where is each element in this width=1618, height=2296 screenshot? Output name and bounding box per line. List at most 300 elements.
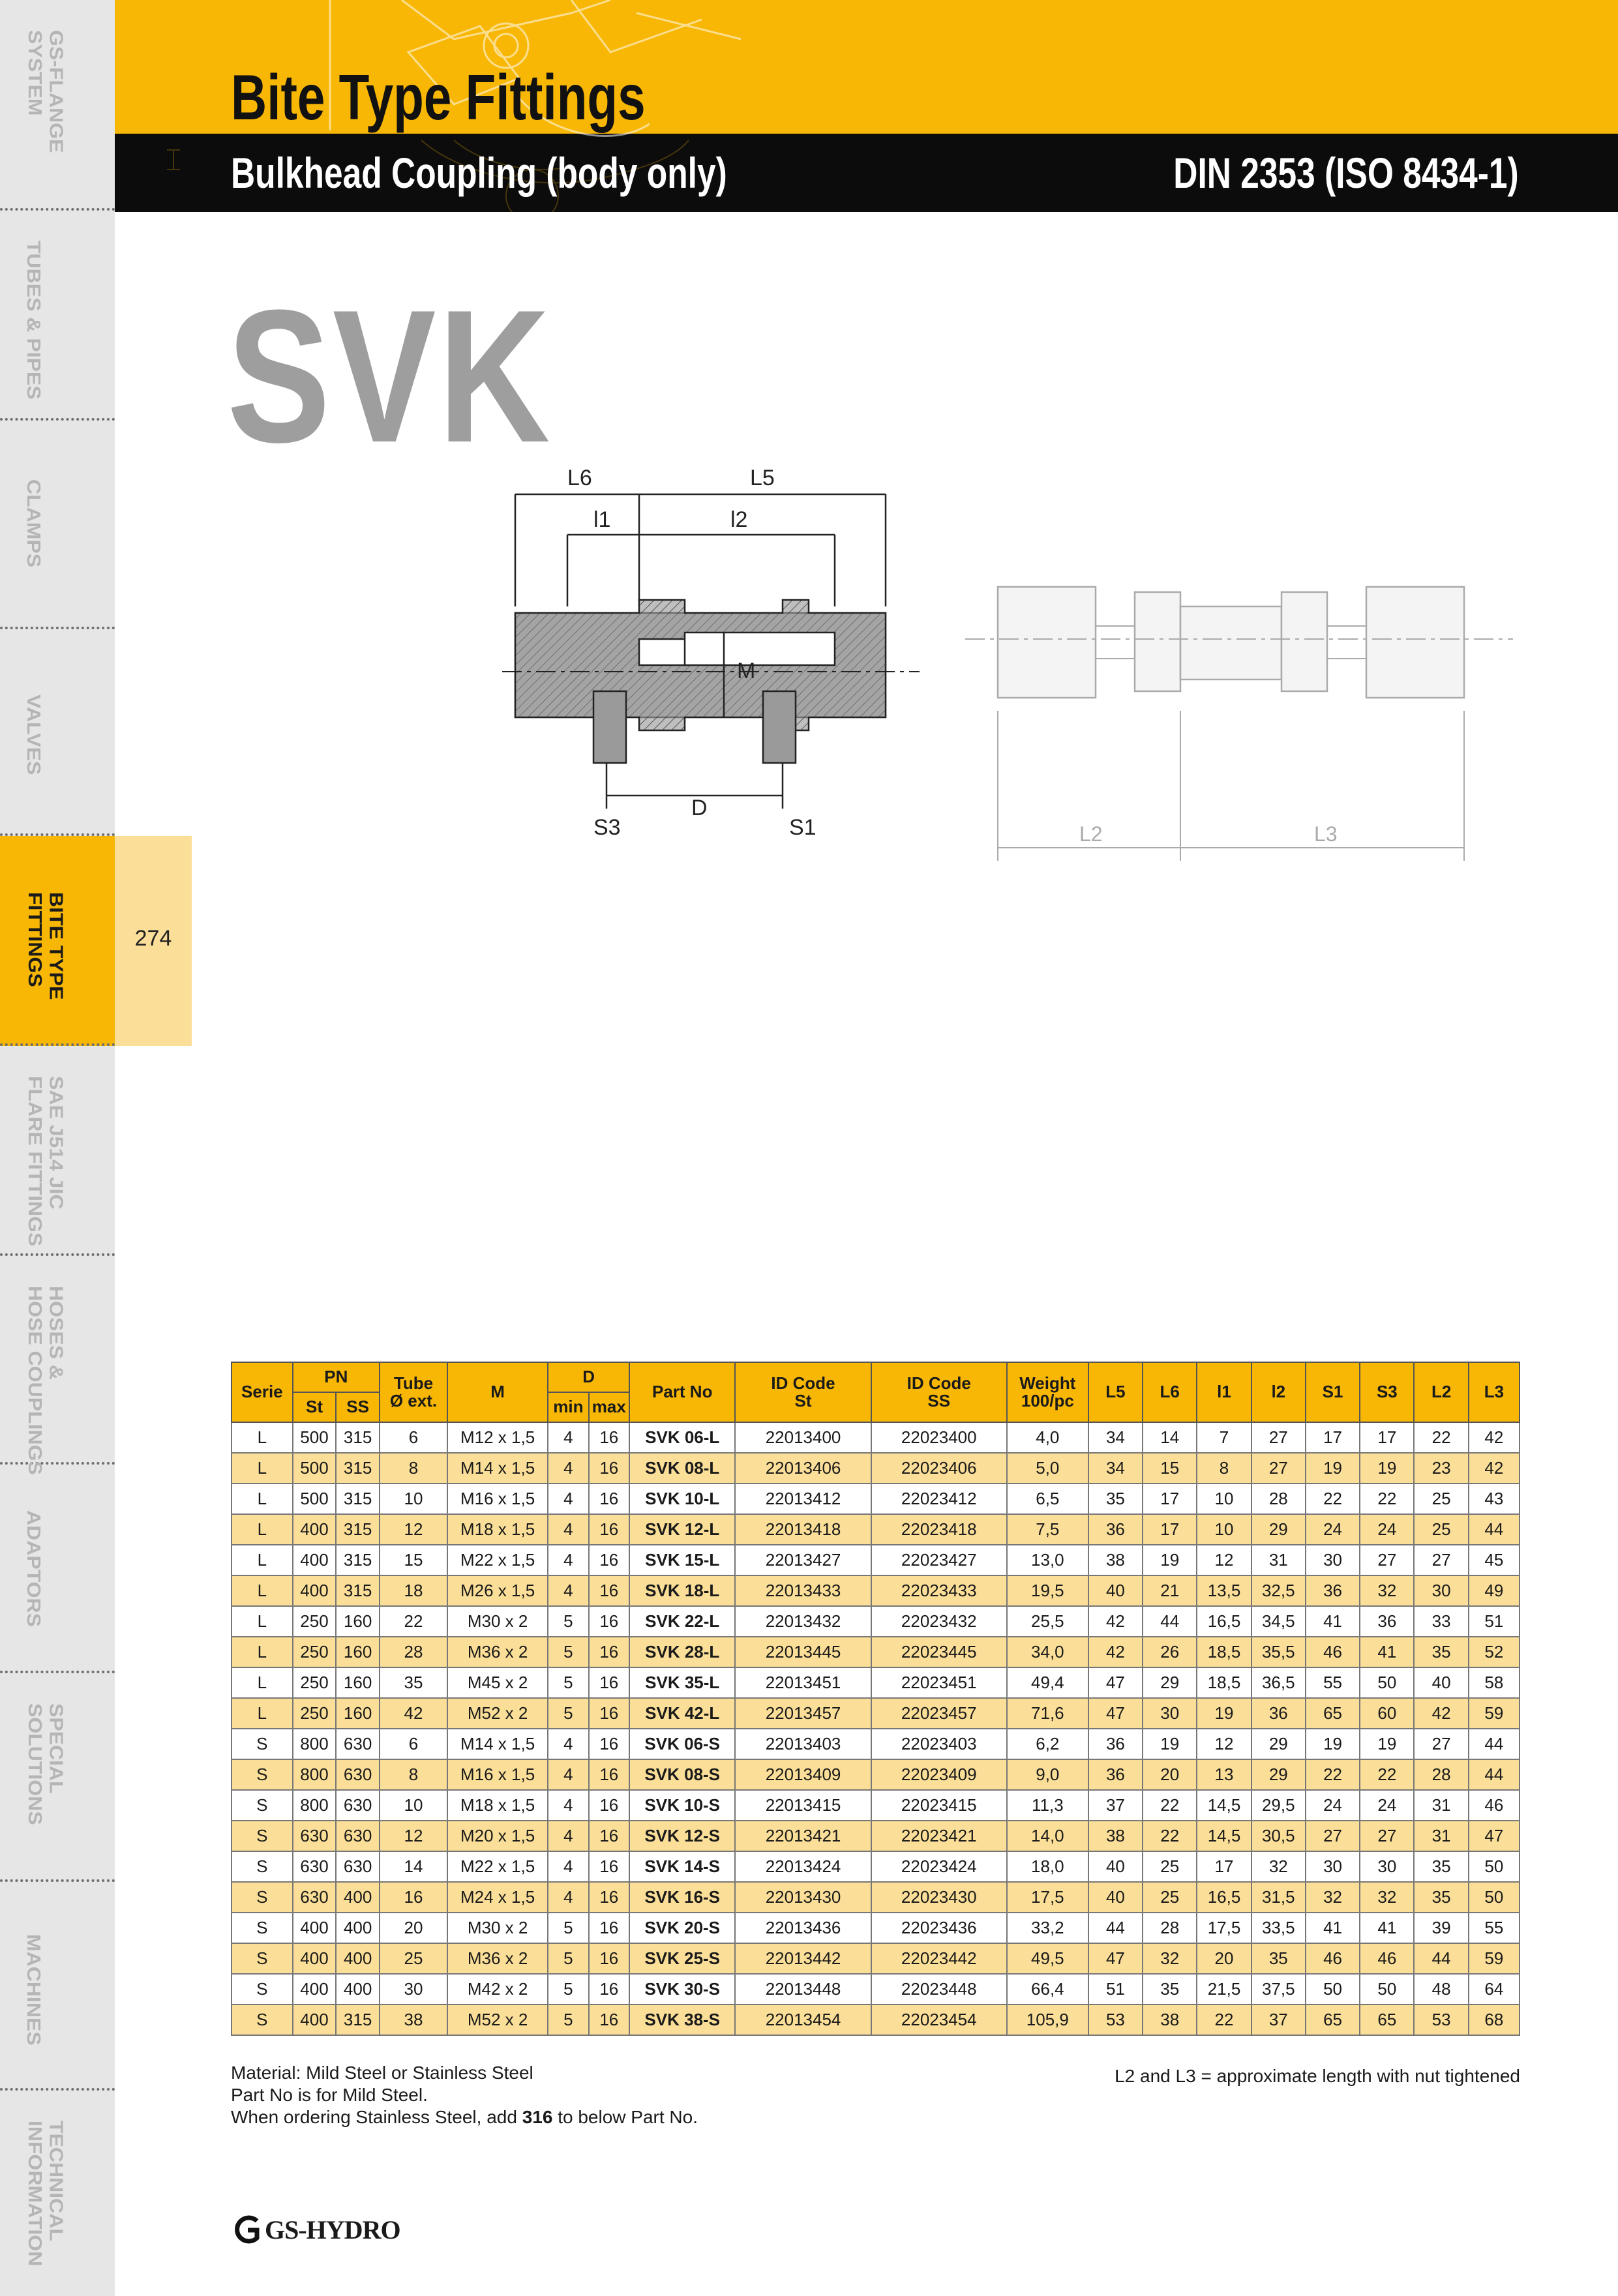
table-cell: M18 x 1,5 xyxy=(447,1790,548,1821)
table-cell: 8 xyxy=(380,1759,447,1790)
table-cell: 4 xyxy=(548,1545,588,1575)
table-cell: 500 xyxy=(293,1483,337,1514)
table-cell: 27 xyxy=(1360,1821,1414,1851)
table-cell: 42 xyxy=(1469,1453,1520,1483)
sidebar-tab-gs-flange[interactable] xyxy=(0,0,115,211)
table-cell: 32 xyxy=(1360,1882,1414,1913)
table-cell: 38 xyxy=(1088,1545,1143,1575)
notes xyxy=(231,2062,698,2128)
table-cell: 20 xyxy=(1143,1759,1197,1790)
table-cell: 36 xyxy=(1251,1698,1306,1729)
table-cell: 19,5 xyxy=(1007,1575,1088,1606)
sidebar-tab-clamps[interactable] xyxy=(0,421,115,629)
table-cell: 630 xyxy=(293,1821,337,1851)
sidebar-tab-hoses[interactable] xyxy=(0,1256,115,1475)
table-cell: 6 xyxy=(380,1422,447,1453)
table-cell: L xyxy=(232,1667,293,1698)
table-cell: 33,2 xyxy=(1007,1913,1088,1943)
table-cell: 49,5 xyxy=(1007,1943,1088,1974)
table-cell: 29 xyxy=(1251,1759,1306,1790)
part-number-cell: SVK 10-L xyxy=(629,1483,735,1514)
sidebar-tab-label: CLAMPS xyxy=(23,479,45,568)
gs-hydro-logo xyxy=(231,2213,400,2246)
table-cell: 20 xyxy=(1197,1943,1251,1974)
table-cell: 630 xyxy=(336,1851,380,1882)
table-cell: M30 x 2 xyxy=(447,1913,548,1943)
table-cell: 27 xyxy=(1414,1729,1468,1759)
col-header-l3: L3 xyxy=(1469,1362,1520,1422)
col-header-s3: S3 xyxy=(1360,1362,1414,1422)
table-cell: 13,5 xyxy=(1197,1575,1251,1606)
part-number-cell: SVK 20-S xyxy=(629,1913,735,1943)
sidebar-tab-machines[interactable] xyxy=(0,1882,115,2091)
table-cell: 19 xyxy=(1197,1698,1251,1729)
table-cell: L xyxy=(232,1514,293,1545)
table-cell: 16 xyxy=(589,1698,629,1729)
table-cell: 51 xyxy=(1088,1974,1143,2005)
table-cell: 315 xyxy=(336,1545,380,1575)
table-cell: 22023457 xyxy=(871,1698,1007,1729)
table-cell: 315 xyxy=(336,1514,380,1545)
table-cell: 26 xyxy=(1143,1637,1197,1667)
sidebar-tab-label: MACHINES xyxy=(23,1934,45,2046)
table-cell: 17,5 xyxy=(1197,1913,1251,1943)
part-number-cell: SVK 18-L xyxy=(629,1575,735,1606)
part-number-cell: SVK 35-L xyxy=(629,1667,735,1698)
table-cell: 630 xyxy=(336,1790,380,1821)
table-row xyxy=(232,1943,1520,1974)
table-cell: 46 xyxy=(1306,1943,1360,1974)
table-cell: 6 xyxy=(380,1729,447,1759)
col-header-part-no: Part No xyxy=(629,1362,735,1422)
dim-label-l1: l1 xyxy=(593,507,611,532)
col-header-tube-line1: Tube xyxy=(393,1373,434,1393)
table-cell: 33 xyxy=(1414,1606,1468,1637)
sidebar-tab-bite-type-fittings[interactable] xyxy=(0,836,115,1046)
table-cell: M30 x 2 xyxy=(447,1606,548,1637)
table-cell: 37,5 xyxy=(1251,1974,1306,2005)
table-cell: 4 xyxy=(548,1759,588,1790)
table-cell: 59 xyxy=(1469,1698,1520,1729)
note-part-no: Part No is for Mild Steel. xyxy=(231,2085,428,2105)
sidebar-tab-label: VALVES xyxy=(23,694,45,775)
table-cell: 8 xyxy=(380,1453,447,1483)
table-cell: L xyxy=(232,1545,293,1575)
table-cell: 41 xyxy=(1360,1637,1414,1667)
table-cell: 17 xyxy=(1360,1422,1414,1453)
table-cell: 13,0 xyxy=(1007,1545,1088,1575)
table-cell: 400 xyxy=(293,1575,337,1606)
table-cell: 160 xyxy=(336,1637,380,1667)
table-cell: 27 xyxy=(1414,1545,1468,1575)
col-header-m: M xyxy=(447,1362,548,1422)
table-cell: 22013412 xyxy=(735,1483,871,1514)
table-cell: 36 xyxy=(1088,1729,1143,1759)
table-cell: 18,5 xyxy=(1197,1637,1251,1667)
table-cell: 8 xyxy=(1197,1453,1251,1483)
table-cell: 22 xyxy=(1360,1483,1414,1514)
table-cell: 315 xyxy=(336,1453,380,1483)
table-cell: 315 xyxy=(336,2005,380,2035)
table-cell: 52 xyxy=(1469,1637,1520,1667)
table-cell: 44 xyxy=(1143,1606,1197,1637)
table-cell: 30 xyxy=(1306,1545,1360,1575)
table-cell: 50 xyxy=(1469,1851,1520,1882)
note-ordering-suffix: to below Part No. xyxy=(552,2107,698,2127)
dim-label-d: D xyxy=(691,796,708,820)
table-cell: S xyxy=(232,1943,293,1974)
table-cell: M14 x 1,5 xyxy=(447,1453,548,1483)
table-cell: 22 xyxy=(1306,1483,1360,1514)
table-cell: 44 xyxy=(1469,1759,1520,1790)
table-cell: 68 xyxy=(1469,2005,1520,2035)
table-row xyxy=(232,1514,1520,1545)
table-cell: 43 xyxy=(1469,1483,1520,1514)
table-cell: 17 xyxy=(1197,1851,1251,1882)
sidebar-tab-valves[interactable] xyxy=(0,629,115,836)
table-cell: L xyxy=(232,1698,293,1729)
table-cell: S xyxy=(232,1913,293,1943)
table-cell: 55 xyxy=(1469,1913,1520,1943)
table-row xyxy=(232,1575,1520,1606)
product-code: SVK xyxy=(227,271,552,482)
table-cell: M36 x 2 xyxy=(447,1637,548,1667)
table-cell: 22013457 xyxy=(735,1698,871,1729)
table-cell: 22 xyxy=(1306,1759,1360,1790)
part-number-cell: SVK 12-S xyxy=(629,1821,735,1851)
table-cell: 4 xyxy=(548,1514,588,1545)
table-cell: 22013454 xyxy=(735,2005,871,2035)
page-title: Bite Type Fittings xyxy=(231,61,646,133)
table-cell: 19 xyxy=(1143,1729,1197,1759)
part-number-cell: SVK 16-S xyxy=(629,1882,735,1913)
table-cell: 10 xyxy=(1197,1514,1251,1545)
col-header-weight-line2: 100/pc xyxy=(1021,1391,1074,1410)
table-cell: 11,3 xyxy=(1007,1790,1088,1821)
sidebar-nav xyxy=(0,0,115,2296)
table-cell: 31 xyxy=(1414,1790,1468,1821)
table-cell: 42 xyxy=(380,1698,447,1729)
table-row xyxy=(232,1453,1520,1483)
col-header-tube xyxy=(380,1362,447,1422)
table-cell: 400 xyxy=(293,1913,337,1943)
table-cell: 22013448 xyxy=(735,1974,871,2005)
table-cell: 14 xyxy=(380,1851,447,1882)
table-cell: 24 xyxy=(1360,1790,1414,1821)
sidebar-tab-tubes-pipes[interactable] xyxy=(0,211,115,421)
table-cell: 39 xyxy=(1414,1913,1468,1943)
table-cell: 18,0 xyxy=(1007,1851,1088,1882)
table-cell: 30 xyxy=(380,1974,447,2005)
col-header-l2: L2 xyxy=(1414,1362,1468,1422)
table-cell: M16 x 1,5 xyxy=(447,1759,548,1790)
col-header-weight-line1: Weight xyxy=(1019,1373,1076,1393)
table-cell: M12 x 1,5 xyxy=(447,1422,548,1453)
table-cell: 51 xyxy=(1469,1606,1520,1637)
table-cell: 19 xyxy=(1306,1453,1360,1483)
table-cell: 22023433 xyxy=(871,1575,1007,1606)
sidebar-tab-label: GS-FLANGE SYSTEM xyxy=(24,30,67,153)
table-cell: 35 xyxy=(1414,1637,1468,1667)
sidebar-tab-label: ADAPTORS xyxy=(23,1510,45,1627)
table-cell: 55 xyxy=(1306,1667,1360,1698)
table-cell: S xyxy=(232,1790,293,1821)
table-cell: 71,6 xyxy=(1007,1698,1088,1729)
part-number-cell: SVK 22-L xyxy=(629,1606,735,1637)
dim-label-l6: L6 xyxy=(567,466,592,490)
table-cell: 22 xyxy=(1143,1790,1197,1821)
table-cell: 12 xyxy=(1197,1729,1251,1759)
logo-text: GS-HYDRO xyxy=(265,2214,400,2244)
table-cell: 21,5 xyxy=(1197,1974,1251,2005)
table-cell: 60 xyxy=(1360,1698,1414,1729)
table-cell: 29 xyxy=(1143,1667,1197,1698)
note-ordering xyxy=(231,2106,698,2128)
table-cell: 30 xyxy=(1414,1575,1468,1606)
table-cell: 33,5 xyxy=(1251,1913,1306,1943)
table-cell: 24 xyxy=(1306,1514,1360,1545)
table-row xyxy=(232,1545,1520,1575)
table-cell: 5,0 xyxy=(1007,1453,1088,1483)
table-cell: 50 xyxy=(1360,1667,1414,1698)
table-cell: 22023400 xyxy=(871,1422,1007,1453)
table-cell: 20 xyxy=(380,1913,447,1943)
table-cell: 14,5 xyxy=(1197,1821,1251,1851)
table-cell: M52 x 2 xyxy=(447,2005,548,2035)
table-cell: 32 xyxy=(1360,1575,1414,1606)
table-cell: 400 xyxy=(293,1545,337,1575)
table-cell: 315 xyxy=(336,1575,380,1606)
table-cell: 28 xyxy=(1251,1483,1306,1514)
table-cell: 59 xyxy=(1469,1943,1520,1974)
table-cell: 160 xyxy=(336,1698,380,1729)
table-cell: 16 xyxy=(589,1637,629,1667)
table-cell: 16 xyxy=(589,1851,629,1882)
dim-label-s3: S3 xyxy=(593,815,621,840)
table-cell: 22013451 xyxy=(735,1667,871,1698)
table-cell: 630 xyxy=(336,1759,380,1790)
table-cell: 22023406 xyxy=(871,1453,1007,1483)
table-cell: 16 xyxy=(589,1606,629,1637)
table-cell: 46 xyxy=(1306,1637,1360,1667)
table-cell: 40 xyxy=(1088,1851,1143,1882)
col-header-l2-small: l2 xyxy=(1251,1362,1306,1422)
side-view-drawing xyxy=(939,561,1552,867)
specification-table xyxy=(231,1362,1520,2036)
table-cell: 22013445 xyxy=(735,1637,871,1667)
col-header-id-ss-line2: SS xyxy=(927,1391,951,1410)
table-cell: S xyxy=(232,1882,293,1913)
table-row xyxy=(232,1851,1520,1882)
part-number-cell: SVK 08-S xyxy=(629,1759,735,1790)
sidebar-tab-sae-j514-jic[interactable] xyxy=(0,1046,115,1256)
col-header-d: D xyxy=(548,1362,629,1392)
table-cell: 22023448 xyxy=(871,1974,1007,2005)
table-cell: 46 xyxy=(1469,1790,1520,1821)
table-cell: M36 x 2 xyxy=(447,1943,548,1974)
table-cell: 32 xyxy=(1306,1882,1360,1913)
table-cell: 16 xyxy=(380,1882,447,1913)
table-cell: 22013432 xyxy=(735,1606,871,1637)
dim-label-s1: S1 xyxy=(789,815,816,840)
table-cell: 250 xyxy=(293,1667,337,1698)
table-cell: 16 xyxy=(589,1575,629,1606)
table-cell: 19 xyxy=(1360,1453,1414,1483)
table-cell: 16 xyxy=(589,1913,629,1943)
table-cell: 65 xyxy=(1360,2005,1414,2035)
table-cell: 27 xyxy=(1251,1453,1306,1483)
table-cell: 22023421 xyxy=(871,1821,1007,1851)
table-cell: 16 xyxy=(589,1759,629,1790)
table-cell: 40 xyxy=(1414,1667,1468,1698)
table-cell: 22023436 xyxy=(871,1913,1007,1943)
table-cell: 25 xyxy=(1414,1483,1468,1514)
sidebar-tab-label: TECHNICAL INFORMATION xyxy=(24,2121,67,2267)
dim-label-m: M xyxy=(737,659,756,683)
table-cell: M22 x 1,5 xyxy=(447,1545,548,1575)
table-cell: 47 xyxy=(1088,1943,1143,1974)
table-cell: 22023454 xyxy=(871,2005,1007,2035)
sidebar-tab-special-solutions[interactable] xyxy=(0,1673,115,1882)
part-number-cell: SVK 30-S xyxy=(629,1974,735,2005)
part-number-cell: SVK 25-S xyxy=(629,1943,735,1974)
col-header-s1: S1 xyxy=(1306,1362,1360,1422)
table-cell: 44 xyxy=(1469,1729,1520,1759)
table-cell: 66,4 xyxy=(1007,1974,1088,2005)
table-cell: 16 xyxy=(589,2005,629,2035)
part-number-cell: SVK 12-L xyxy=(629,1514,735,1545)
table-cell: 4 xyxy=(548,1790,588,1821)
table-cell: 32 xyxy=(1251,1851,1306,1882)
table-cell: 400 xyxy=(293,2005,337,2035)
table-cell: 31,5 xyxy=(1251,1882,1306,1913)
table-cell: S xyxy=(232,1974,293,2005)
table-cell: S xyxy=(232,2005,293,2035)
table-cell: 250 xyxy=(293,1606,337,1637)
table-cell: 25 xyxy=(1414,1514,1468,1545)
table-cell: 7,5 xyxy=(1007,1514,1088,1545)
table-cell: 630 xyxy=(293,1882,337,1913)
table-cell: 16 xyxy=(589,1667,629,1698)
table-cell: 34,5 xyxy=(1251,1606,1306,1637)
table-cell: M42 x 2 xyxy=(447,1974,548,2005)
table-cell: 4 xyxy=(548,1453,588,1483)
table-cell: 400 xyxy=(336,1974,380,2005)
table-cell: 35 xyxy=(1414,1851,1468,1882)
part-number-cell: SVK 15-L xyxy=(629,1545,735,1575)
table-cell: 5 xyxy=(548,1698,588,1729)
section-drawing xyxy=(502,456,946,861)
table-cell: 18 xyxy=(380,1575,447,1606)
col-header-id-code-ss xyxy=(871,1362,1007,1422)
table-cell: 37 xyxy=(1088,1790,1143,1821)
table-cell: 22 xyxy=(1414,1422,1468,1453)
table-cell: 65 xyxy=(1306,2005,1360,2035)
table-cell: 4 xyxy=(548,1575,588,1606)
table-cell: M24 x 1,5 xyxy=(447,1882,548,1913)
note-material: Material: Mild Steel or Stainless Steel xyxy=(231,2063,533,2083)
sidebar-tab-adaptors[interactable] xyxy=(0,1465,115,1673)
table-cell: 38 xyxy=(1088,1821,1143,1851)
table-cell: 16 xyxy=(589,1790,629,1821)
table-cell: 6,2 xyxy=(1007,1729,1088,1759)
table-cell: S xyxy=(232,1729,293,1759)
sidebar-tab-label: HOSES & HOSE COUPLINGS xyxy=(24,1286,67,1475)
table-cell: 4,0 xyxy=(1007,1422,1088,1453)
table-cell: 17 xyxy=(1306,1422,1360,1453)
table-cell: M20 x 1,5 xyxy=(447,1821,548,1851)
table-cell: 41 xyxy=(1360,1913,1414,1943)
table-cell: 42 xyxy=(1469,1422,1520,1453)
table-cell: 47 xyxy=(1088,1667,1143,1698)
table-cell: 630 xyxy=(336,1821,380,1851)
table-cell: 22023424 xyxy=(871,1851,1007,1882)
table-cell: 105,9 xyxy=(1007,2005,1088,2035)
table-cell: 24 xyxy=(1306,1790,1360,1821)
table-cell: 16 xyxy=(589,1821,629,1851)
table-row xyxy=(232,1422,1520,1453)
table-cell: 23 xyxy=(1414,1453,1468,1483)
table-cell: 16 xyxy=(589,1514,629,1545)
table-cell: 800 xyxy=(293,1729,337,1759)
table-cell: 400 xyxy=(336,1882,380,1913)
table-cell: 16 xyxy=(589,1545,629,1575)
dim-label-l5: L5 xyxy=(750,466,775,490)
table-cell: 36,5 xyxy=(1251,1667,1306,1698)
table-cell: 16 xyxy=(589,1453,629,1483)
col-header-tube-line2: Ø ext. xyxy=(389,1391,438,1410)
table-cell: 19 xyxy=(1360,1729,1414,1759)
table-cell: L xyxy=(232,1422,293,1453)
table-cell: L xyxy=(232,1606,293,1637)
table-cell: 49,4 xyxy=(1007,1667,1088,1698)
col-header-id-st-line1: ID Code xyxy=(771,1373,835,1393)
part-number-cell: SVK 06-S xyxy=(629,1729,735,1759)
table-cell: 22 xyxy=(380,1606,447,1637)
table-cell: 36 xyxy=(1088,1759,1143,1790)
col-header-pn-ss: SS xyxy=(336,1392,380,1422)
table-cell: 12 xyxy=(380,1514,447,1545)
table-cell: 28 xyxy=(380,1637,447,1667)
table-cell: 41 xyxy=(1306,1606,1360,1637)
table-cell: L xyxy=(232,1453,293,1483)
table-cell: 34 xyxy=(1088,1453,1143,1483)
table-cell: 5 xyxy=(548,1637,588,1667)
table-cell: 22013403 xyxy=(735,1729,871,1759)
sidebar-tab-technical-information[interactable] xyxy=(0,2091,115,2296)
col-header-d-max: max xyxy=(589,1392,629,1422)
table-cell: 27 xyxy=(1360,1545,1414,1575)
table-cell: 40 xyxy=(1088,1882,1143,1913)
col-header-id-code-st xyxy=(735,1362,871,1422)
table-cell: 500 xyxy=(293,1453,337,1483)
table-cell: L xyxy=(232,1575,293,1606)
table-cell: 36 xyxy=(1360,1606,1414,1637)
table-cell: 47 xyxy=(1088,1698,1143,1729)
part-number-cell: SVK 14-S xyxy=(629,1851,735,1882)
table-cell: 250 xyxy=(293,1637,337,1667)
table-row xyxy=(232,1606,1520,1637)
table-cell: 14 xyxy=(1143,1422,1197,1453)
table-cell: 44 xyxy=(1469,1514,1520,1545)
table-cell: 30 xyxy=(1143,1698,1197,1729)
table-cell: 16 xyxy=(589,1974,629,2005)
table-cell: 22 xyxy=(1360,1759,1414,1790)
table-cell: S xyxy=(232,1759,293,1790)
table-cell: 22023442 xyxy=(871,1943,1007,1974)
table-row xyxy=(232,2005,1520,2035)
table-cell: S xyxy=(232,1851,293,1882)
